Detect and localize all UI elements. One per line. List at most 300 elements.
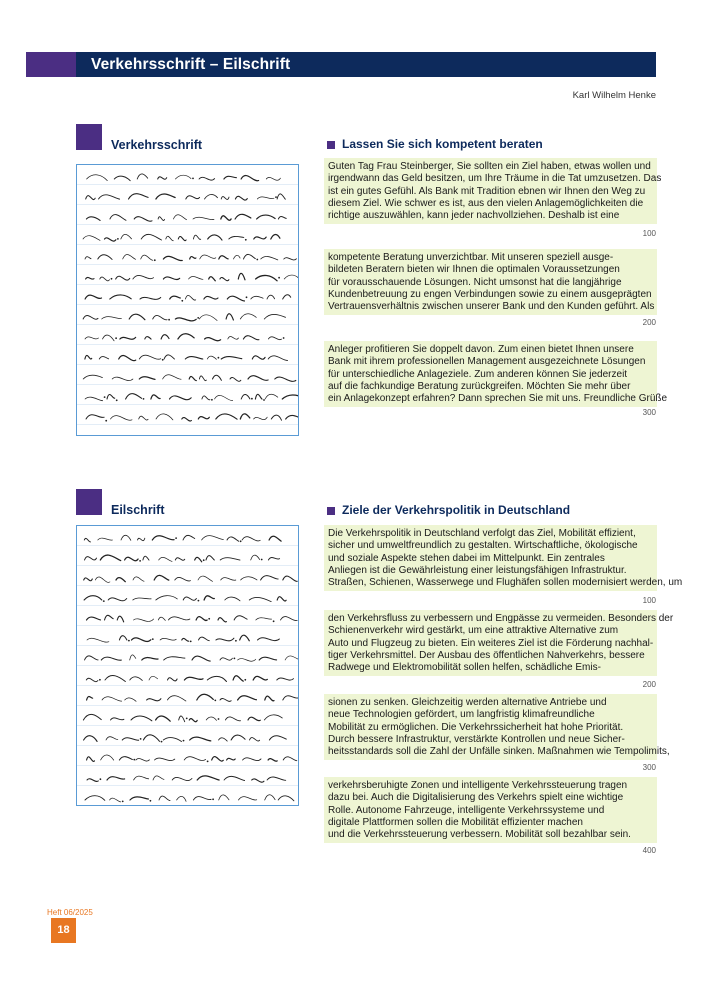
shorthand-dot — [122, 801, 124, 803]
shorthand-stroke — [99, 357, 108, 359]
shorthand-dot — [186, 718, 188, 720]
shorthand-dot — [175, 537, 177, 539]
shorthand-stroke — [221, 578, 236, 581]
text-line: Anleger profitieren Sie doppelt davon. Zum einen bietet Ihnen unsere — [328, 344, 634, 355]
shorthand-stroke — [264, 715, 282, 720]
shorthand-stroke — [212, 757, 224, 762]
shorthand-stroke — [221, 216, 231, 220]
shorthand-stroke — [87, 617, 101, 620]
shorthand-dot — [190, 641, 192, 643]
shorthand-stroke — [219, 738, 228, 741]
shorthand-stroke — [132, 638, 151, 642]
shorthand-stroke — [111, 718, 124, 720]
shorthand-stroke — [87, 175, 108, 181]
shorthand-stroke — [175, 318, 196, 321]
shorthand-stroke — [86, 678, 98, 681]
shorthand-stroke — [190, 257, 196, 259]
shorthand-stroke — [265, 696, 274, 701]
text-line: tiger Verkehrsmittel. Der Ausbau des öffentlichen Nahverkehrs, bessere — [328, 649, 645, 661]
shorthand-stroke — [243, 336, 259, 340]
shorthand-stroke — [269, 736, 286, 740]
shorthand-stroke — [167, 696, 186, 701]
shorthand-stroke — [86, 415, 104, 419]
shorthand-dot — [104, 396, 106, 398]
shorthand-dot — [246, 296, 248, 298]
shorthand-stroke — [277, 678, 294, 680]
shorthand-stroke — [220, 699, 231, 702]
shorthand-stroke — [164, 355, 174, 359]
shorthand-stroke — [142, 658, 158, 660]
shorthand-stroke — [244, 254, 256, 259]
shorthand-dot — [140, 738, 142, 740]
shorthand-stroke — [261, 576, 279, 580]
shorthand-stroke — [105, 238, 116, 241]
shorthand-dot — [240, 540, 242, 542]
shorthand-stroke — [240, 314, 256, 319]
shorthand-stroke — [87, 638, 109, 642]
syllable-count: 300 — [642, 408, 656, 417]
shorthand-stroke — [255, 394, 262, 399]
section-marker-square — [76, 489, 102, 515]
shorthand-stroke — [130, 655, 136, 660]
shorthand-stroke — [204, 596, 214, 600]
text-line: und soziale Aspekte stehen dabei im Mittelpunkt. Ein zentrales — [328, 552, 605, 564]
shorthand-stroke — [137, 174, 148, 179]
shorthand-stroke — [215, 395, 233, 400]
shorthand-stroke — [85, 295, 101, 299]
shorthand-stroke — [138, 538, 145, 540]
page-title: Verkehrsschrift – Eilschrift — [91, 56, 291, 73]
shorthand-stroke — [156, 596, 178, 600]
shorthand-stroke — [85, 355, 92, 359]
shorthand-dot — [99, 679, 101, 681]
shorthand-stroke — [183, 535, 195, 540]
shorthand-stroke — [122, 738, 138, 740]
shorthand-dot — [154, 259, 156, 261]
shorthand-stroke — [257, 215, 276, 219]
text-line: und die Verkehrssteuerung verbessern. Mobilität soll bezahlbar sein. — [328, 829, 631, 841]
bullet-icon — [327, 507, 335, 515]
shorthand-stroke — [243, 758, 261, 761]
shorthand-stroke — [100, 555, 120, 561]
shorthand-stroke — [267, 295, 275, 299]
shorthand-stroke — [224, 176, 237, 179]
text-line: neue Technologien gefördert, um langfristig klimafreundliche — [328, 709, 595, 721]
shorthand-stroke — [153, 776, 164, 780]
shorthand-stroke — [149, 676, 158, 680]
shorthand-stroke — [251, 555, 260, 560]
shorthand-stroke — [281, 617, 298, 621]
shorthand-stroke — [103, 335, 115, 341]
shorthand-stroke — [83, 315, 98, 319]
shorthand-stroke — [84, 736, 98, 742]
shorthand-stroke — [182, 638, 189, 641]
shorthand-stroke — [238, 273, 245, 279]
shorthand-stroke — [213, 375, 222, 380]
shorthand-dot — [273, 620, 275, 622]
shorthand-stroke — [179, 716, 185, 722]
shorthand-image-eilschrift — [76, 525, 299, 806]
shorthand-stroke — [102, 697, 122, 701]
shorthand-stroke — [121, 535, 131, 540]
shorthand-stroke — [185, 357, 203, 359]
shorthand-stroke — [283, 696, 298, 700]
shorthand-stroke — [85, 557, 97, 560]
text-line: Rolle. Autonome Fahrzeuge, intelligente Verkehrssysteme und — [328, 804, 605, 816]
shorthand-stroke — [170, 296, 181, 299]
shorthand-stroke — [241, 176, 259, 181]
section-heading-verkehrsschrift: Verkehrsschrift — [111, 138, 203, 152]
shorthand-stroke — [251, 296, 263, 299]
shorthand-stroke — [189, 277, 203, 280]
shorthand-stroke — [285, 656, 298, 660]
shorthand-stroke — [84, 596, 102, 600]
shorthand-stroke — [286, 415, 298, 419]
text-line: Mobilität zu ermöglichen. Die Verkehrssicherheit hat hohe Priorität. — [328, 721, 624, 733]
shorthand-stroke — [284, 258, 297, 260]
shorthand-stroke — [225, 597, 240, 601]
shorthand-stroke — [141, 234, 161, 240]
text-line: Radwege und Elektromobilität sollen helfen, schädliche Emis- — [328, 662, 601, 674]
shorthand-stroke — [143, 735, 159, 742]
shorthand-dot — [207, 761, 209, 763]
shorthand-dot — [116, 399, 118, 401]
shorthand-stroke — [240, 635, 250, 641]
shorthand-stroke — [242, 537, 260, 541]
shorthand-stroke — [98, 255, 112, 260]
shorthand-stroke — [134, 217, 152, 222]
shorthand-stroke — [196, 617, 207, 621]
shorthand-stroke — [228, 337, 239, 340]
shorthand-stroke — [254, 237, 266, 239]
text-line: irgendwann das Geld besitzen, um Ihre Träume in die Tat umzusetzen. Das — [328, 173, 662, 185]
shorthand-stroke — [254, 417, 268, 419]
shorthand-stroke — [107, 777, 125, 780]
shorthand-stroke — [114, 176, 130, 181]
shorthand-stroke — [240, 414, 250, 419]
shorthand-stroke — [130, 797, 148, 800]
text-line: digitale Plattformen sollen die Mobilität effizienter machen — [328, 816, 583, 828]
shorthand-stroke — [136, 758, 150, 761]
shorthand-stroke — [199, 376, 206, 381]
shorthand-stroke — [84, 578, 93, 581]
shorthand-stroke — [175, 558, 184, 561]
text-line: ein Anlagekonzept erfahren? Dann sprechen Sie mit uns. Freundliche Grüße — [328, 393, 668, 405]
shorthand-stroke — [166, 236, 173, 240]
shorthand-dot — [152, 638, 154, 640]
shorthand-stroke — [160, 638, 176, 640]
shorthand-stroke — [126, 394, 142, 399]
shorthand-stroke — [125, 698, 136, 701]
shorthand-stroke — [110, 798, 121, 802]
shorthand-stroke — [207, 356, 216, 359]
shorthand-stroke — [219, 795, 229, 800]
text-block — [324, 158, 662, 224]
shorthand-stroke — [134, 776, 149, 780]
shorthand-stroke — [186, 196, 200, 199]
shorthand-stroke — [257, 197, 274, 199]
shorthand-dot — [244, 679, 246, 681]
shorthand-image-verkehrsschrift — [76, 164, 299, 436]
text-line: Auto und Flugzeug zu bieten. Ein weiteres Ziel ist die Förderung nachhal- — [328, 637, 654, 649]
shorthand-stroke — [147, 699, 161, 701]
shorthand-stroke — [204, 296, 218, 299]
shorthand-stroke — [271, 415, 281, 420]
article-title-2: Ziele der Verkehrspolitik in Deutschland — [342, 503, 571, 517]
shorthand-dot — [100, 778, 102, 780]
shorthand-dot — [251, 398, 253, 400]
shorthand-stroke — [178, 237, 186, 241]
text-line: Durch bessere Infrastruktur, verstärkte Kontrollen und neue Sicher- — [328, 733, 625, 745]
text-line: verkehrsberuhigte Zonen und intelligente Verkehrssteuerung tragen — [328, 780, 628, 791]
shorthand-stroke — [218, 618, 226, 622]
shorthand-dot — [234, 658, 236, 660]
shorthand-stroke — [221, 357, 242, 359]
shorthand-stroke — [112, 377, 133, 380]
text-line: heitsstandards soll die Zahl der Unfälle sinken. Maßnahmen wie Tempolimits, — [328, 746, 670, 758]
shorthand-stroke — [227, 758, 236, 760]
shorthand-stroke — [208, 235, 222, 240]
text-block — [324, 777, 657, 843]
shorthand-stroke — [83, 236, 100, 241]
text-line: für vorausschauende Lösungen. Nicht umsonst hat die langjährige — [328, 276, 622, 288]
section-marker-square — [76, 124, 102, 150]
shorthand-dot — [256, 259, 258, 261]
shorthand-stroke — [120, 337, 136, 339]
shorthand-stroke — [183, 597, 196, 600]
shorthand-stroke — [230, 378, 241, 382]
shorthand-dot — [235, 640, 237, 642]
shorthand-stroke — [192, 656, 210, 661]
shorthand-dot — [214, 700, 216, 702]
shorthand-stroke — [206, 556, 214, 560]
shorthand-stroke — [153, 315, 167, 319]
author-name: Karl Wilhelm Henke — [572, 90, 656, 101]
shorthand-stroke — [172, 777, 192, 780]
shorthand-stroke — [121, 234, 132, 239]
shorthand-stroke — [233, 676, 243, 681]
shorthand-stroke — [224, 776, 245, 780]
shorthand-stroke — [250, 738, 260, 741]
shorthand-stroke — [268, 558, 279, 560]
shorthand-stroke — [278, 216, 286, 219]
text-line: für unterschiedliche Anlageziele. Zum anderen können Sie jederzeit — [328, 368, 628, 380]
text-line: auf die fachkundige Beratung zurückgreifen. Möchten Sie mehr über — [328, 380, 631, 392]
shorthand-stroke — [268, 337, 281, 340]
shorthand-stroke — [102, 317, 122, 319]
shorthand-stroke — [185, 295, 195, 300]
shorthand-stroke — [234, 616, 247, 620]
shorthand-stroke — [205, 194, 218, 199]
shorthand-stroke — [139, 416, 148, 420]
shorthand-stroke — [173, 215, 186, 220]
shorthand-dot — [128, 640, 130, 642]
shorthand-stroke — [143, 556, 149, 560]
shorthand-stroke — [234, 255, 241, 259]
shorthand-dot — [218, 718, 220, 720]
shorthand-dot — [168, 319, 170, 321]
shorthand-stroke — [184, 677, 203, 680]
shorthand-stroke — [267, 777, 286, 780]
shorthand-stroke — [200, 255, 216, 259]
shorthand-stroke — [123, 254, 136, 259]
shorthand-stroke — [238, 659, 256, 662]
shorthand-stroke — [283, 757, 297, 761]
text-line: diesem Ziel. Wie schwer es ist, aus den vielen Anlagemöglichkeiten die — [328, 197, 644, 209]
text-block — [324, 610, 674, 676]
shorthand-stroke — [119, 355, 136, 360]
syllable-count: 100 — [642, 229, 656, 238]
shorthand-stroke — [158, 217, 164, 221]
text-block — [324, 249, 657, 315]
shorthand-dot — [245, 239, 247, 241]
shorthand-stroke — [258, 638, 280, 641]
shorthand-dot — [261, 559, 263, 561]
text-line: ist ein gutes Gefühl. Als Bank mit Tradition ebnen wir Ihnen den Weg zu — [328, 185, 646, 197]
shorthand-stroke — [275, 377, 296, 381]
shorthand-stroke — [193, 235, 200, 239]
shorthand-stroke — [129, 314, 145, 320]
shorthand-stroke — [256, 618, 272, 620]
shorthand-dot — [208, 618, 210, 620]
shorthand-stroke — [268, 356, 287, 361]
shorthand-stroke — [248, 376, 268, 381]
shorthand-stroke — [216, 414, 237, 419]
text-line: Kundenbetreuung zu engen Verbindungen sowie zu einem ausgeprägten — [328, 288, 652, 300]
shorthand-stroke — [163, 277, 179, 280]
shorthand-dot — [150, 800, 152, 802]
syllable-count: 200 — [642, 318, 656, 327]
shorthand-dot — [162, 359, 164, 361]
shorthand-dot — [198, 600, 200, 602]
shorthand-stroke — [85, 397, 103, 401]
shorthand-stroke — [175, 175, 191, 179]
shorthand-stroke — [86, 217, 100, 221]
section-heading-eilschrift: Eilschrift — [111, 503, 165, 517]
shorthand-stroke — [206, 717, 216, 720]
shorthand-stroke — [158, 177, 167, 179]
shorthand-stroke — [265, 795, 275, 800]
shorthand-stroke — [145, 337, 151, 339]
shorthand-dot — [197, 317, 199, 319]
shorthand-stroke — [264, 314, 285, 319]
shorthand-stroke — [100, 277, 110, 281]
shorthand-stroke — [131, 716, 152, 721]
shorthand-dot — [143, 398, 145, 400]
shorthand-stroke — [202, 396, 210, 400]
shorthand-stroke — [282, 395, 298, 399]
shorthand-stroke — [277, 194, 285, 199]
shorthand-stroke — [220, 558, 240, 560]
shorthand-stroke — [175, 577, 191, 581]
shorthand-stroke — [226, 314, 233, 320]
shorthand-stroke — [110, 295, 131, 299]
shorthand-stroke — [116, 276, 130, 280]
page-number: 18 — [51, 918, 76, 943]
shorthand-stroke — [249, 597, 271, 601]
shorthand-stroke — [197, 776, 219, 780]
shorthand-stroke — [190, 737, 211, 741]
shorthand-stroke — [195, 557, 202, 561]
syllable-count: 400 — [642, 846, 656, 855]
shorthand-stroke — [86, 196, 96, 200]
shorthand-stroke — [283, 295, 291, 299]
shorthand-stroke — [129, 194, 149, 199]
shorthand-stroke — [238, 696, 257, 700]
shorthand-stroke — [198, 417, 209, 419]
shorthand-stroke — [133, 598, 151, 600]
shorthand-dot — [103, 600, 105, 602]
shorthand-stroke — [205, 338, 221, 341]
shorthand-stroke — [170, 396, 192, 400]
text-line: sicher und umweltfreundlich zu gestalten. Wirtschaftliche, ökologische — [328, 540, 638, 552]
shorthand-dot — [117, 238, 119, 240]
shorthand-stroke — [85, 337, 99, 339]
shorthand-stroke — [164, 657, 185, 660]
shorthand-stroke — [161, 335, 169, 339]
shorthand-dot — [283, 337, 285, 339]
shorthand-stroke — [87, 757, 95, 762]
shorthand-stroke — [111, 416, 133, 421]
shorthand-stroke — [189, 376, 196, 380]
shorthand-stroke — [168, 617, 190, 620]
shorthand-stroke — [235, 196, 247, 200]
issue-label: Heft 06/2025 — [47, 908, 93, 917]
shorthand-dot — [139, 560, 141, 562]
shorthand-stroke — [107, 394, 115, 399]
shorthand-stroke — [125, 557, 139, 561]
shorthand-stroke — [199, 177, 215, 180]
shorthand-stroke — [277, 597, 286, 601]
shorthand-stroke — [83, 714, 101, 720]
shorthand-stroke — [197, 694, 214, 700]
shorthand-stroke — [209, 277, 216, 281]
shorthand-stroke — [159, 796, 170, 801]
shorthand-dot — [212, 798, 214, 800]
text-line: bildeten Beratern bieten wir Ihnen die optimalen Voraussetzungen — [328, 264, 620, 276]
shorthand-dot — [192, 178, 194, 180]
text-line: Straßen, Schienen, Wasserwege und Flughäfen sollen modernisiert werden, um — [328, 577, 683, 589]
text-line: kompetente Beratung unverzichtbar. Mit unseren speziell ausge- — [328, 252, 614, 263]
shorthand-dot — [105, 420, 107, 422]
shorthand-stroke — [189, 719, 197, 722]
shorthand-stroke — [108, 598, 127, 601]
shorthand-stroke — [168, 678, 178, 681]
shorthand-stroke — [133, 577, 144, 581]
text-line: sionen zu senken. Gleichzeitig werden alternative Antriebe und — [328, 697, 607, 708]
shorthand-stroke — [101, 755, 114, 760]
shorthand-stroke — [269, 536, 281, 541]
shorthand-stroke — [85, 656, 99, 660]
syllable-count: 100 — [642, 596, 656, 605]
shorthand-stroke — [235, 214, 251, 219]
shorthand-stroke — [133, 275, 154, 279]
syllable-count: 300 — [642, 763, 656, 772]
shorthand-stroke — [216, 638, 234, 641]
shorthand-dot — [275, 196, 277, 198]
shorthand-stroke — [229, 236, 244, 239]
shorthand-dot — [183, 740, 185, 742]
shorthand-stroke — [184, 757, 205, 761]
shorthand-dot — [263, 399, 265, 401]
text-line: den Verkehrsfluss zu verbessern und Engpässe zu vermeiden. Besonders der — [328, 613, 674, 624]
text-line: Schienenverkehr wird gestärkt, um eine attraktive Alternative zum — [328, 625, 619, 637]
shorthand-stroke — [241, 394, 250, 399]
shorthand-stroke — [256, 275, 278, 280]
shorthand-stroke — [220, 658, 232, 660]
shorthand-stroke — [99, 195, 120, 199]
shorthand-stroke — [106, 737, 118, 740]
